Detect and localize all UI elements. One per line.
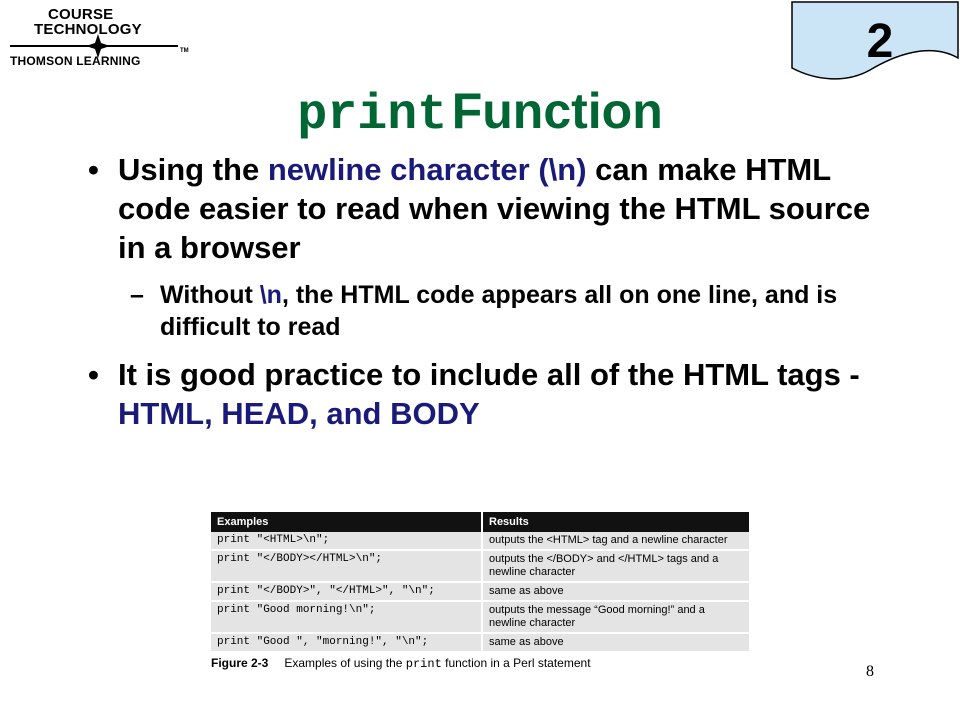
title-text: Function [451,83,663,139]
course-technology-logo [8,6,193,70]
example-result: outputs the <HTML> tag and a newline character [482,532,749,550]
bullet-highlight: HTML, HEAD, and BODY [118,396,480,431]
table-row [211,550,749,582]
table-row [211,582,749,601]
example-code: print "</BODY>", "</HTML>", "\n"; [211,582,482,601]
figure-table-wrapper [211,512,749,653]
table-header-results: Results [482,512,749,532]
page-number: 8 [866,663,874,680]
example-result: same as above [482,582,749,601]
logo-line-technology: TECHNOLOGY [34,21,142,38]
example-result: outputs the </BODY> and </HTML> tags and a newline character [482,550,749,582]
table-row [211,633,749,652]
caption-text: Examples of using the [284,656,406,670]
dash-icon: – [130,281,144,309]
table-header-row [211,512,749,532]
bullet-text: can make HTML code easier to read when viewing the HTML source in a browser [118,152,871,265]
example-code: print "</BODY></HTML>\n"; [211,550,482,582]
bullet-highlight: newline character (\n) [267,152,587,187]
bullet-text: It is good practice to include all of the HTML tags - [118,357,860,392]
title-code: print [297,87,448,144]
example-result: same as above [482,633,749,652]
examples-table [211,512,749,653]
example-code: print "Good morning!\n"; [211,601,482,633]
example-code: print "<HTML>\n"; [211,532,482,550]
bullet-text: Using the [118,152,268,187]
table-row [211,532,749,550]
bullet-list [88,150,878,433]
bullet-item [88,355,878,433]
table-row [211,601,749,633]
sub-bullet-text: , the HTML code appears all on one line, and is difficult to read [160,281,838,341]
sub-bullet-item [88,279,878,343]
chapter-number: 2 [866,15,894,68]
caption-figure-number: Figure 2-3 [211,656,269,670]
logo-tm: TM [180,48,189,54]
example-code: print "Good ", "morning!", "\n"; [211,633,482,652]
figure-caption [211,656,591,671]
table-header-examples: Examples [211,512,482,532]
logo-line-thomson: THOMSON LEARNING [10,54,141,68]
logo-line-course: COURSE [48,6,114,23]
example-result: outputs the message “Good morning!” and a newline character [482,601,749,633]
sub-bullet-highlight: \n [259,281,282,309]
caption-text: function in a Perl statement [441,656,591,670]
sub-bullet-text: Without [160,281,260,309]
bullet-dot-icon: • [88,357,99,392]
slide-title [0,82,960,144]
bullet-dot-icon: • [88,152,99,187]
bullet-item [88,150,878,267]
caption-code: print [405,657,442,671]
